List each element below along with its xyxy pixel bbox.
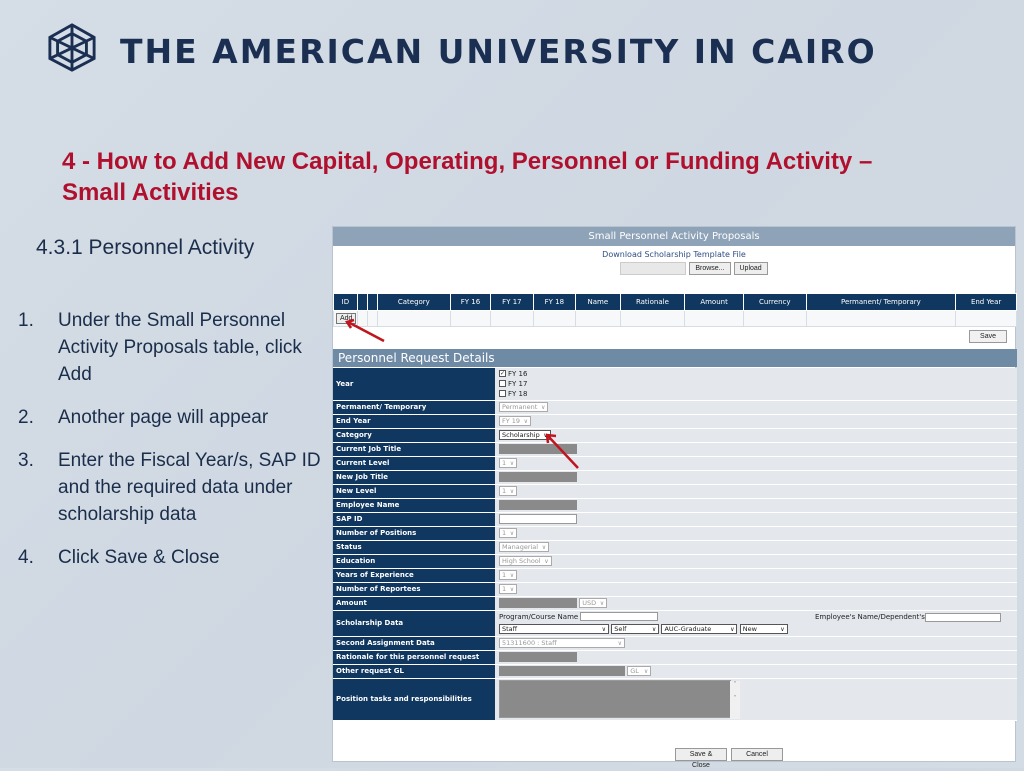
step-item [18, 307, 328, 388]
checkbox-label: FY 16 [508, 369, 528, 378]
program-course-label: Program/Course Name [499, 612, 579, 621]
scholarship-data [495, 610, 1017, 636]
category-select[interactable]: Scholarship ∨ [499, 430, 551, 440]
amount-field[interactable] [499, 598, 577, 608]
table-cell [377, 311, 450, 327]
form-row [333, 414, 1017, 428]
education-select[interactable]: High School ∨ [499, 556, 552, 566]
form-actions [675, 748, 783, 769]
table-cell [334, 311, 358, 327]
program-course-input[interactable] [580, 612, 658, 621]
employee-dependent-input[interactable] [925, 613, 1001, 622]
table-cell [533, 311, 575, 327]
table-row [334, 311, 1017, 327]
field-label: Current Level [333, 456, 495, 470]
gl-button[interactable]: GL ∨ [627, 666, 651, 676]
form-row [333, 678, 1017, 720]
field-label: Amount [333, 596, 495, 610]
step-number: 2. [18, 407, 34, 428]
column-header: FY 17 [491, 294, 533, 311]
table-cell [743, 311, 806, 327]
employee-dependent-label: Employee's Name/Dependent's [815, 612, 925, 621]
form-row [333, 636, 1017, 650]
form-row [333, 526, 1017, 540]
step-number: 1. [18, 310, 34, 331]
field-label: Permanent/ Temporary [333, 400, 495, 414]
field-label: Category [333, 428, 495, 442]
column-header [357, 294, 367, 311]
table-cell [620, 311, 685, 327]
form-row [333, 540, 1017, 554]
positions-select[interactable]: 1 ∨ [499, 528, 517, 538]
current-job-title-field[interactable] [499, 444, 577, 454]
request-details-form [333, 368, 1017, 721]
column-header: FY 18 [533, 294, 575, 311]
rationale-field[interactable] [499, 652, 577, 662]
section-subheading: 4.3.1 Personnel Activity [36, 236, 255, 259]
new-job-title-field[interactable] [499, 472, 577, 482]
scholarship-institution-select[interactable]: AUC-Graduate ∨ [661, 624, 737, 634]
university-name: THE AMERICAN UNIVERSITY IN CAIRO [120, 32, 877, 71]
column-header: Name [576, 294, 620, 311]
form-row [333, 582, 1017, 596]
scholarship-type-select[interactable]: New ∨ [740, 624, 788, 634]
status-select[interactable]: Managerial ∨ [499, 542, 549, 552]
browse-button[interactable]: Browse... [689, 262, 730, 275]
table-cell [367, 311, 377, 327]
cancel-button[interactable]: Cancel [731, 748, 783, 761]
checkbox-label: FY 18 [508, 389, 528, 398]
column-header: End Year [956, 294, 1017, 311]
field-label: Other request GL [333, 664, 495, 678]
table-cell [806, 311, 956, 327]
form-row [333, 368, 1017, 400]
save-button[interactable]: Save [969, 330, 1007, 343]
upload-button[interactable]: Upload [734, 262, 768, 275]
step-number: 3. [18, 450, 34, 471]
form-row [333, 610, 1017, 636]
scholarship-self-select[interactable]: Self ∨ [611, 624, 659, 634]
form-row [333, 428, 1017, 442]
step-text: Enter the Fiscal Year/s, SAP ID and the required data under scholarship data [58, 450, 321, 525]
slide-title: 4 - How to Add New Capital, Operating, Personnel or Funding Activity – Small Activities [62, 148, 873, 206]
checkbox-label: FY 17 [508, 379, 528, 388]
app-screenshot [332, 226, 1016, 769]
field-label: Years of Experience [333, 568, 495, 582]
step-item [18, 404, 328, 431]
sap-id-input[interactable] [499, 514, 577, 524]
field-label: Number of Positions [333, 526, 495, 540]
field-label: Education [333, 554, 495, 568]
fy18-checkbox[interactable] [499, 390, 506, 397]
fy16-checkbox[interactable]: ✓ [500, 370, 506, 378]
second-assignment-select[interactable]: 51311600 : Staff ∨ [499, 638, 625, 648]
permanent-temporary-select[interactable]: Permanent ∨ [499, 402, 548, 412]
field-label: Scholarship Data [333, 610, 495, 636]
form-row [333, 442, 1017, 456]
experience-select[interactable]: 1 ∨ [499, 570, 517, 580]
form-row [333, 650, 1017, 664]
field-label: Year [333, 368, 495, 400]
table-cell [685, 311, 744, 327]
form-row [333, 456, 1017, 470]
field-label: End Year [333, 414, 495, 428]
field-label: Rationale for this personnel request [333, 650, 495, 664]
step-text: Under the Small Personnel Activity Proposals table, click Add [58, 310, 302, 385]
employee-name-field[interactable] [499, 500, 577, 510]
form-row [333, 498, 1017, 512]
field-label: Status [333, 540, 495, 554]
form-row [333, 554, 1017, 568]
instruction-steps [18, 307, 328, 587]
step-number: 4. [18, 547, 34, 568]
step-text: Click Save & Close [58, 547, 220, 568]
table-cell [956, 311, 1017, 327]
field-label: Current Job Title [333, 442, 495, 456]
form-row [333, 484, 1017, 498]
new-level-select[interactable]: 1 ∨ [499, 486, 517, 496]
end-year-select[interactable]: FY 19 ∨ [499, 416, 531, 426]
form-row [333, 400, 1017, 414]
field-label: Employee Name [333, 498, 495, 512]
download-template-link[interactable]: Download Scholarship Template File [602, 250, 746, 259]
column-header [367, 294, 377, 311]
other-gl-field[interactable] [499, 666, 625, 676]
column-header: Rationale [620, 294, 685, 311]
fy17-checkbox[interactable] [499, 380, 506, 387]
form-row [333, 512, 1017, 526]
step-item [18, 544, 328, 571]
field-label: Position tasks and responsibilities [333, 678, 495, 720]
column-header: Category [377, 294, 450, 311]
field-label: SAP ID [333, 512, 495, 526]
table-header-row [334, 294, 1017, 311]
proposals-panel-title: Small Personnel Activity Proposals [333, 227, 1015, 246]
table-cell [576, 311, 620, 327]
table-cell [357, 311, 367, 327]
file-path-field[interactable] [620, 262, 686, 275]
add-button[interactable]: Add [336, 313, 356, 324]
field-label: New Level [333, 484, 495, 498]
column-header: ID [334, 294, 358, 311]
column-header: Currency [743, 294, 806, 311]
form-row [333, 470, 1017, 484]
details-section-title: Personnel Request Details [333, 349, 1017, 367]
field-label: Second Assignment Data [333, 636, 495, 650]
column-header: Permanent/ Temporary [806, 294, 956, 311]
table-cell [491, 311, 533, 327]
column-header: FY 16 [450, 294, 490, 311]
save-close-button[interactable]: Save & Close [675, 748, 727, 761]
form-row [333, 568, 1017, 582]
column-header: Amount [685, 294, 744, 311]
field-label: New Job Title [333, 470, 495, 484]
field-label: Number of Reportees [333, 582, 495, 596]
currency-select[interactable]: USD ∨ [579, 598, 607, 608]
tasks-textarea[interactable] [499, 680, 737, 718]
form-row [333, 596, 1017, 610]
proposals-table [333, 293, 1017, 327]
step-item [18, 447, 328, 528]
current-level-select[interactable]: 1 ∨ [499, 458, 517, 468]
step-text: Another page will appear [58, 407, 269, 428]
textarea-scrollbar[interactable]: ˄ ˅ [730, 681, 740, 719]
auc-logo-icon [44, 22, 100, 72]
upload-row [373, 262, 1015, 275]
reportees-select[interactable]: 1 ∨ [499, 584, 517, 594]
scholarship-staff-select[interactable]: Staff ∨ [499, 624, 609, 634]
year-options [495, 368, 1017, 400]
table-cell [450, 311, 490, 327]
form-row [333, 664, 1017, 678]
